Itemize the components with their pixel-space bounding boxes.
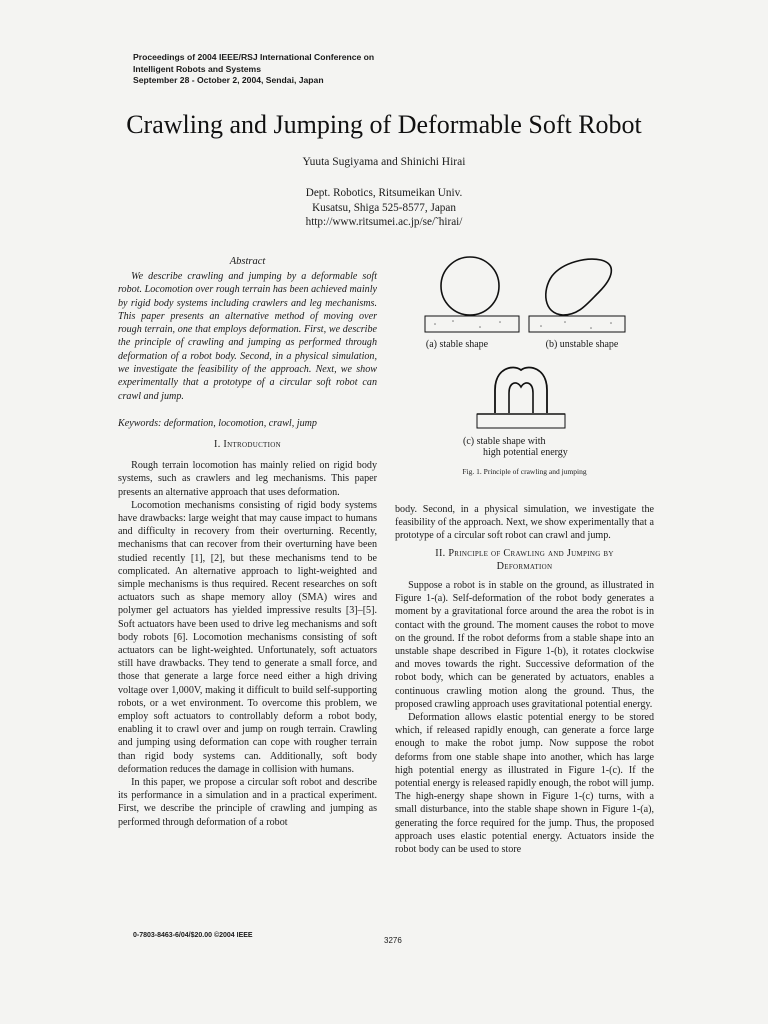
figure-label-c-line: (c) stable shape with	[463, 436, 546, 447]
figure-label-c-line: high potential energy	[483, 447, 568, 458]
figure-label-b: (b) unstable shape	[545, 339, 619, 350]
section-1-paragraph: Rough terrain locomotion has mainly relied on rigid body systems, such as crawlers and leg mechanisms. This paper presents an alternative approach that uses deformation.	[118, 460, 377, 498]
page-number: 3276	[384, 936, 402, 945]
affiliation-line: Kusatsu, Shiga 525-8577, Japan	[312, 201, 456, 214]
keywords: Keywords: deformation, locomotion, crawl, jump	[118, 418, 317, 429]
proceedings-line: September 28 - October 2, 2004, Sendai, Japan	[133, 75, 324, 85]
unstable-shape-diagram	[529, 259, 625, 332]
section-2-paragraph: Deformation allows elastic potential energy to be stored which, if released rapidly enough, can generate a force large enough to make the robot jump. Now suppose the robot deforms from one stable shape into another, which has large high potential energy as illustrated in Figure 1-(c). If the potential energy is released rapidly enough, the robot will jump. The high-energy shape shown in Figure 1-(c) turns, with a small disturbance, into the stable shape shown in Figure 1-(a), generating the force required for the jump. Thus, the proposed approach uses elastic potential energy. Actuators inside the robot body can be used to store	[395, 712, 654, 856]
figure-1	[395, 250, 654, 490]
copyright-line: 0-7803-8463-6/04/$20.00 ©2004 IEEE	[133, 932, 253, 939]
paper-title: Crawling and Jumping of Deformable Soft Robot	[126, 110, 642, 139]
stable-shape-diagram	[425, 257, 519, 332]
high-energy-shape-diagram	[477, 367, 565, 428]
affiliation-line: Dept. Robotics, Ritsumeikan Univ.	[305, 187, 463, 199]
figure-label-c	[451, 436, 601, 458]
section-1-paragraph: Locomotion mechanisms consisting of rigid body systems have drawbacks: large weight that may cause impact to humans and difficulty in recovery from their overturning. Recently, mechanisms that can recover from their overturning have been studied recently [1], [2], but these mechanisms tend to be complicated. An alternative approach to light-weighted and simple mechanisms is thus required. Recent researches on soft actuators such as shape memory alloy (SMA) wires and polymer gel actuators has yielded impressive results [3]–[5]. Soft actuators have been used to drive leg mechanisms and soft body robots [6]. Locomotion mechanisms consisting of soft actuators can be light-weighted. Unfortunately, soft actuators still have drawbacks. They tend to generate a small force, and those that generate a large force need either a high driving voltage over 1,000V, making it difficult to build self-supporting robots, or a wet environment. To overcome this problem, we employ soft actuators to controllably deform a robot body, enabling it to crawl over and jump on rough terrain. Crawling and jumping using deformation can cope with rougher terrain than rigid body systems can. Additionally, soft body deformation reduces the damage in collision with humans.	[118, 499, 377, 775]
abstract-heading: Abstract	[229, 256, 266, 267]
section-2-heading-cont: Deformation	[496, 560, 553, 572]
section-1-paragraph: In this paper, we propose a circular soft robot and describe its performance in a simulation and in a practical experiment. First, we describe the principle of crawling and jumping as performed through deformation of a robot	[118, 777, 377, 828]
abstract-text	[118, 270, 377, 403]
section-2-heading: II. Principle of Crawling and Jumping by	[435, 547, 614, 559]
affiliation	[0, 186, 768, 230]
section-1-heading: I. Introduction	[214, 439, 281, 450]
abstract-paragraph: We describe crawling and jumping by a deformable soft robot. Locomotion over rough terrain has been achieved mainly by rigid body systems including crawlers and leg mechanisms. This paper presents an alternative method of moving over rough terrain, one that employs deformation. First, we describe the principle of crawling and jumping as performed through deformation of a robot body. Second, in a physical simulation, we investigate the feasibility of the approach. Next, we show experimentally that a prototype of a circular soft robot can crawl and jump.	[118, 271, 377, 402]
continued-paragraph: body. Second, in a physical simulation, we investigate the feasibility of the approach. Next, we show experimentally that a prototype of a circular soft robot can crawl and jump.	[395, 504, 654, 542]
section-2-paragraph: Suppose a robot is in stable on the ground, as illustrated in Figure 1-(a). Self-deformation of the robot body generates a moment by a gravitational force around the area the robot is in contact with the ground. The moment causes the robot to move on the ground. If the robot deforms from a stable shape into an unstable shape described in Figure 1-(b), it rotates clockwise and moves towards the right. Successive deformation of the robot body, which can be generated by actuators, enables a continuous crawling motion along the ground. Thus, the proposed crawling approach uses gravitational potential energy.	[395, 580, 654, 710]
right-column	[395, 503, 654, 856]
figure-caption: Fig. 1. Principle of crawling and jumping	[462, 467, 587, 476]
authors: Yuuta Sugiyama and Shinichi Hirai	[302, 156, 466, 168]
affiliation-url: http://www.ritsumei.ac.jp/se/˜hirai/	[305, 216, 463, 228]
section-1	[118, 438, 377, 829]
proceedings-header	[133, 52, 453, 87]
proceedings-line: Intelligent Robots and Systems	[133, 63, 261, 74]
proceedings-line: Proceedings of 2004 IEEE/RSJ International Conference on	[133, 52, 375, 62]
figure-label-a: (a) stable shape	[425, 339, 489, 350]
